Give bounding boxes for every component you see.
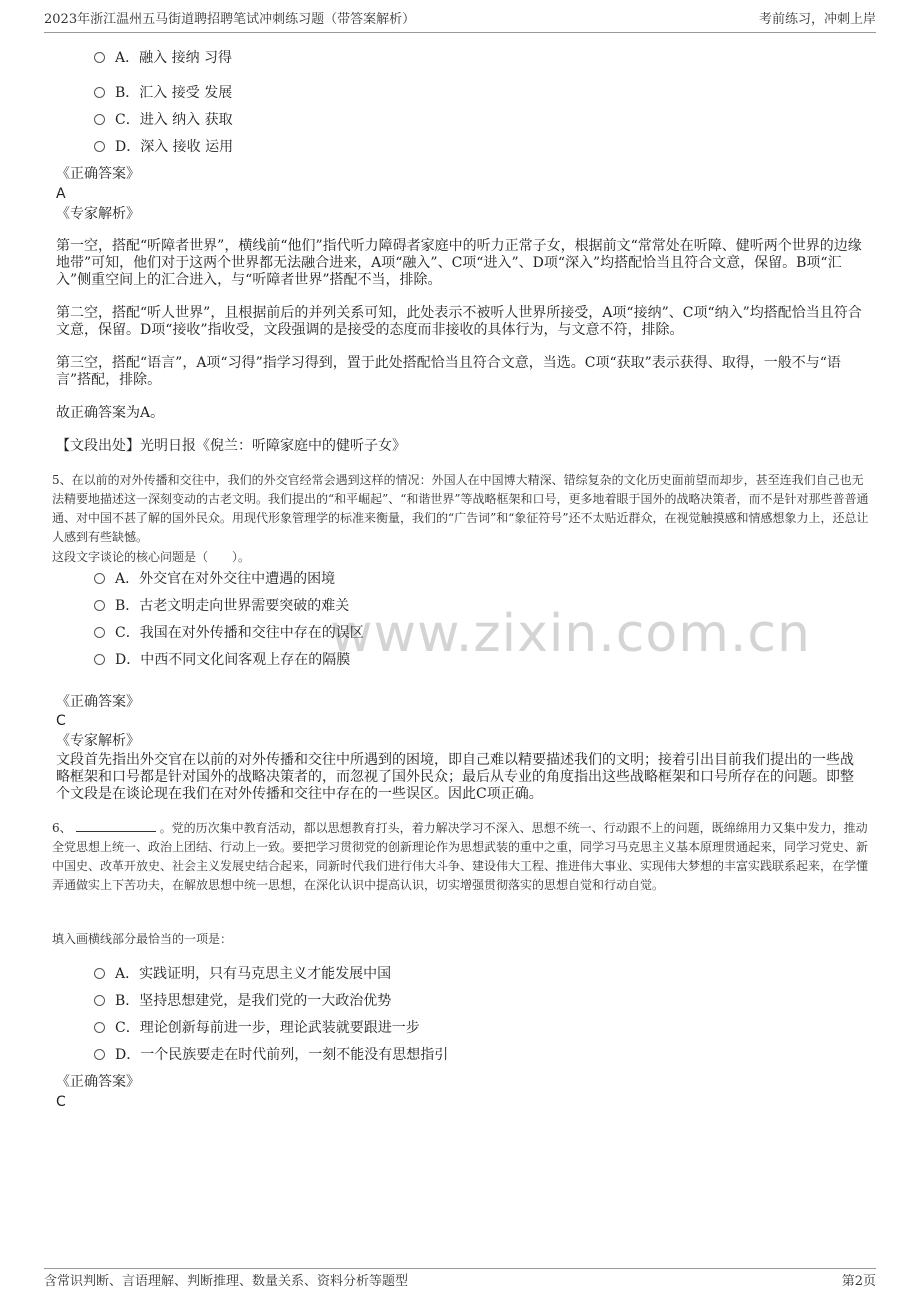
q4-option-c[interactable]: C．进入 纳入 获取: [94, 109, 233, 131]
q4-analysis-p3: 第三空，搭配“语言”，A项“习得”指学习得到，置于此处搭配恰当且符合文意，当选。C项“获取”表示获得、取得，一般不与“语言”搭配，排除。: [56, 355, 841, 388]
q5-answer: C: [56, 713, 66, 729]
page-footer: [44, 1268, 876, 1295]
radio-icon[interactable]: [94, 1022, 105, 1033]
watermark: www.zixin.com.cn: [330, 604, 811, 664]
q6-option-d[interactable]: D．一个民族要走在时代前列，一刻不能没有思想指引: [94, 1044, 448, 1066]
q6-answer-label: 《正确答案》: [56, 1074, 140, 1090]
header-slogan: 考前练习，冲刺上岸: [758, 12, 876, 27]
q6-stem: [52, 819, 870, 895]
q5-analysis: 文段首先指出外交官在以前的对外传播和交往中所遇到的困境，即自己难以精要描述我们的文明；接着引出目前我们提出的一些战略框架和口号都是针对国外的战略决策者的，而忽视了国外民众；最后从专业的角度指出这些战略框架和口号所存在的问题。即整个文段是在谈论现在我们在对外传播和交往中存在的一些误区。因此C项正确。: [56, 752, 854, 802]
q4-answer-label: 《正确答案》: [56, 166, 140, 182]
q5-option-a[interactable]: A．外交官在对外交往中遭遇的困境: [94, 568, 335, 590]
q6-stem-text: 。党的历次集中教育活动，都以思想教育打头，着力解决学习不深入、思想不统一、行动跟不上的问题，既绵绵用力又集中发力，推动全党思想上统一、政治上团结、行动上一致。要把学习贯彻党的创新理论作为思想武装的重中之重，同学习马克思主义基本原理贯通起来，同学习党史、新中国史、改革开放史、社会主义发展史结合起来，同新时代我们进行伟大斗争、建设伟大工程、推进伟大事业、实现伟大梦想的丰富实践联系起来，在学懂弄通做实上下苦功夫，在解放思想中统一思想，在深化认识中提高认识，切实增强贯彻落实的思想自觉和行动自觉。: [52, 821, 869, 892]
q4-option-d[interactable]: D．深入 接收 运用: [94, 136, 233, 158]
radio-icon[interactable]: [94, 1049, 105, 1060]
q4-analysis-label: 《专家解析》: [56, 206, 140, 222]
radio-icon[interactable]: [94, 627, 105, 638]
q6-option-c[interactable]: C．理论创新每前进一步，理论武装就要跟进一步: [94, 1017, 420, 1039]
radio-icon[interactable]: [94, 52, 105, 63]
q5-answer-label: 《正确答案》: [56, 694, 140, 710]
q5-analysis-label: 《专家解析》: [56, 733, 140, 749]
radio-icon[interactable]: [94, 995, 105, 1006]
q5-option-c[interactable]: C．我国在对外传播和交往中存在的误区: [94, 622, 364, 644]
q6-option-a[interactable]: A．实践证明，只有马克思主义才能发展中国: [94, 963, 391, 985]
radio-icon[interactable]: [94, 600, 105, 611]
q6-option-b[interactable]: B．坚持思想建党，是我们党的一大政治优势: [94, 990, 391, 1012]
q4-answer: A: [56, 186, 66, 202]
q4-option-a[interactable]: A．融入 接纳 习得: [94, 47, 232, 69]
q5-option-d[interactable]: D．中西不同文化间客观上存在的隔膜: [94, 649, 350, 671]
fill-blank-line: [76, 819, 156, 832]
q5-option-b[interactable]: B．古老文明走向世界需要突破的难关: [94, 595, 349, 617]
page-header: [44, 8, 876, 33]
q4-source: 【文段出处】光明日报《倪兰：听障家庭中的健听子女》: [56, 438, 406, 454]
q4-analysis-p4: 故正确答案为A。: [56, 405, 165, 421]
q4-option-b[interactable]: B．汇入 接受 发展: [94, 82, 232, 104]
q5-stem: 5、在以前的对外传播和交往中，我们的外交官经常会遇到这样的情况：外国人在中国博大精深、错综复杂的文化历史面前望而却步，甚至连我们自己也无法精要地描述这一深刻变动的古老文明。我们提出的“和平崛起”、“和谐世界”等战略框架和口号，更多地着眼于国外的战略决策者，而不是针对那些普普通通、对中国不甚了解的国外民众。用现代形象管理学的标准来衡量，我们的“广告词”和“象征符号”还不太贴近群众，在视觉触摸感和情感想象力上，还总让人感到有些缺憾。: [52, 473, 869, 544]
footer-note: 含常识判断、言语理解、判断推理、数量关系、资料分析等题型: [44, 1274, 409, 1289]
header-title: 2023年浙江温州五马街道聘招聘笔试冲刺练习题（带答案解析）: [44, 12, 416, 27]
q6-question: 填入画横线部分最恰当的一项是：: [52, 932, 233, 946]
radio-icon[interactable]: [94, 87, 105, 98]
radio-icon[interactable]: [94, 141, 105, 152]
q6-answer: C: [56, 1094, 66, 1110]
q6-number: 6、: [52, 821, 72, 835]
page-number: 第2页: [841, 1274, 876, 1289]
radio-icon[interactable]: [94, 654, 105, 665]
q5-question: 这段文字谈论的核心问题是（ ）。: [52, 550, 251, 564]
radio-icon[interactable]: [94, 114, 105, 125]
radio-icon[interactable]: [94, 968, 105, 979]
radio-icon[interactable]: [94, 573, 105, 584]
q4-analysis-p2: 第二空，搭配“听人世界”，且根据前后的并列关系可知，此处表示不被听人世界所接受，A项“接纳”、C项“纳入”均搭配恰当且符合文意，保留。D项“接收”指收受，文段强调的是接受的态度而非接收的具体行为，与文意不符，排除。: [56, 305, 862, 338]
q4-analysis-p1: 第一空，搭配“听障者世界”，横线前“他们”指代听力障碍者家庭中的听力正常子女，根据前文“常常处在听障、健听两个世界的边缘地带”可知，他们对于这两个世界都无法融合进来，A项“融入”、C项“进入”、D项“深入”均搭配恰当且符合文意，保留。B项“汇入”侧重空间上的汇合进入，与“听障者世界”搭配不当，排除。: [56, 238, 862, 288]
